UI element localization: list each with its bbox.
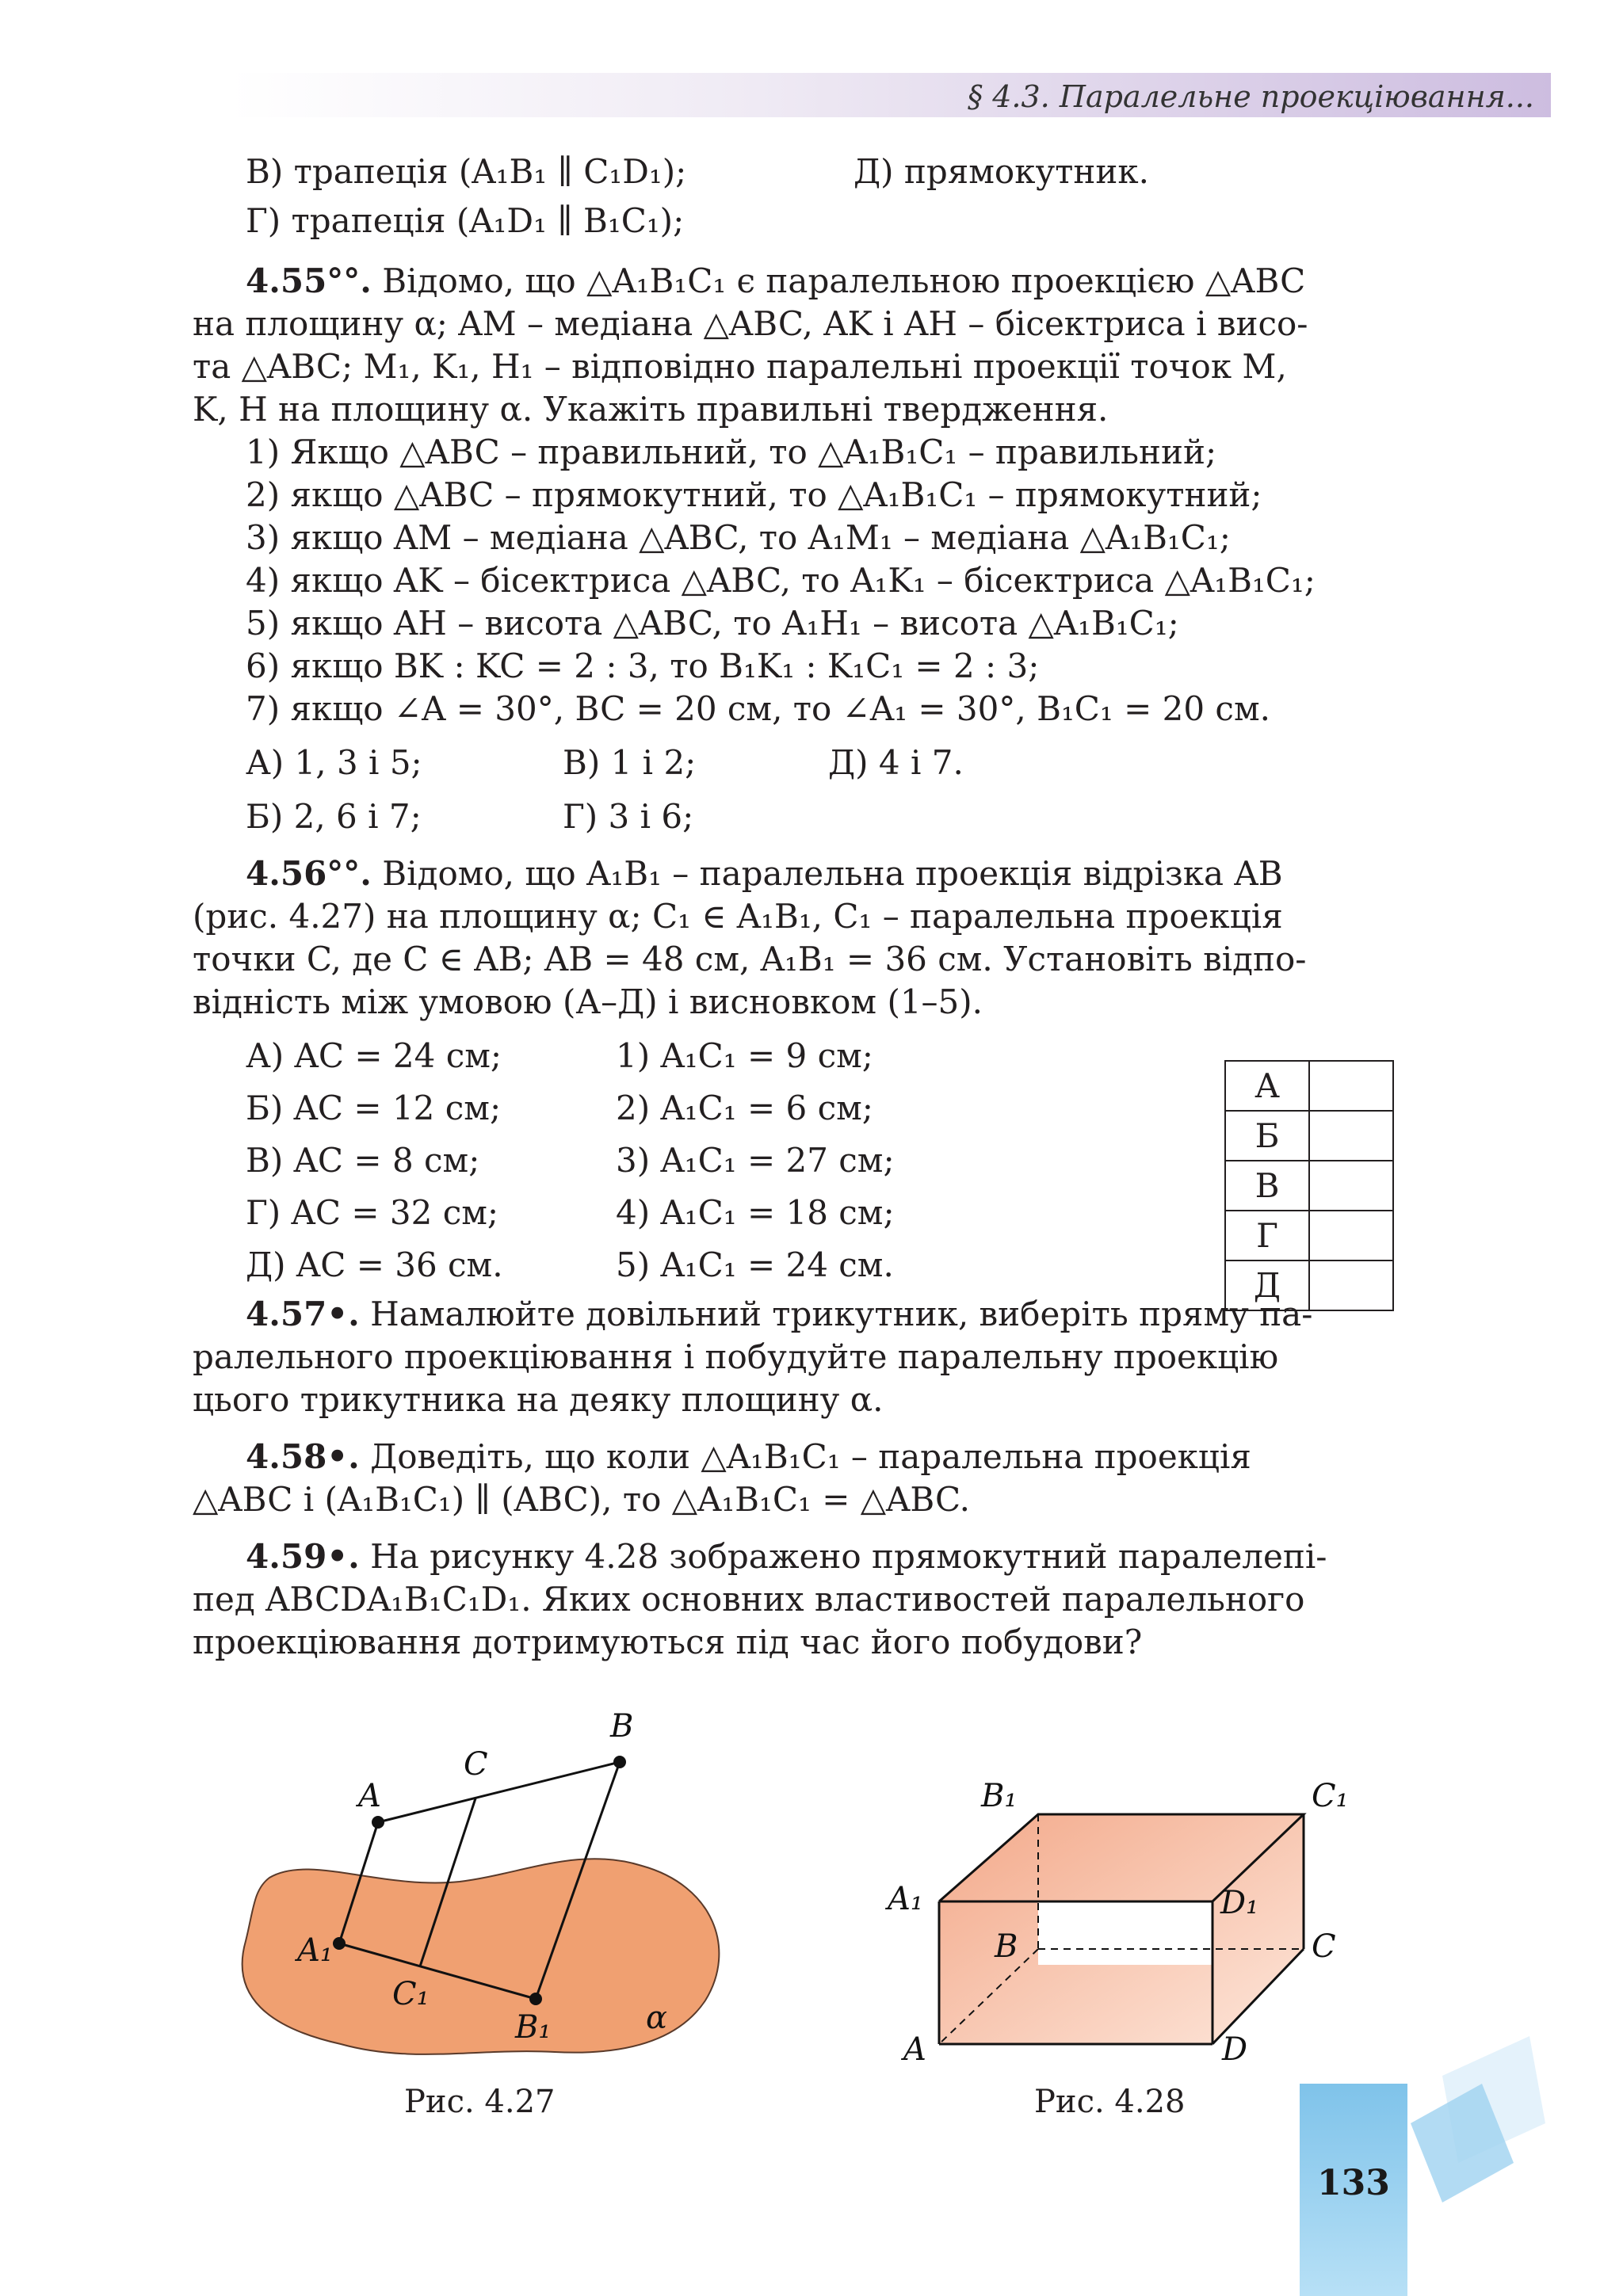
problem-line: △ABC і (A₁B₁C₁) ∥ (ABC), то △A₁B₁C₁ = △ABC. — [193, 1480, 971, 1519]
figure-4-28 — [880, 1759, 1355, 2076]
prev-option-d: Д) прямокутник. — [854, 152, 1149, 191]
statement: 1) Якщо △ABC – правильний, то △A₁B₁C₁ – правильний; — [246, 433, 1217, 471]
answer-cell[interactable] — [1309, 1211, 1393, 1261]
problem-text: Намалюйте довільний трикутник, виберіть пряму па- — [370, 1295, 1313, 1333]
point-a1 — [333, 1937, 346, 1950]
problem-number: 4.57•. — [246, 1295, 360, 1333]
problem-line: (рис. 4.27) на площину α; C₁ ∈ A₁B₁, C₁ – паралельна проекція — [193, 897, 1283, 936]
segment-ab — [378, 1762, 620, 1822]
label-a1: A₁ — [297, 1932, 333, 1969]
label-d: D — [1222, 2031, 1248, 2068]
label-a: A — [903, 2031, 926, 2068]
option-d: Д) 4 і 7. — [828, 743, 964, 782]
problem-number: 4.56°°. — [246, 854, 372, 893]
point-b — [613, 1756, 626, 1768]
answer-letter: В — [1225, 1161, 1309, 1211]
statement: 2) якщо △ABC – прямокутний, то △A₁B₁C₁ – прямокутний; — [246, 475, 1262, 514]
label-d1: D₁ — [1220, 1885, 1259, 1921]
match-row — [193, 1082, 1399, 1135]
answer-cell[interactable] — [1309, 1061, 1393, 1111]
answer-letter: Б — [1225, 1111, 1309, 1161]
page-number: 133 — [1317, 2163, 1390, 2203]
label-c1: C₁ — [392, 1976, 430, 2012]
problem-line — [193, 852, 1399, 895]
answer-table-row — [1225, 1211, 1393, 1261]
problem-line — [193, 1535, 1399, 1578]
conclusion: 5) A₁C₁ = 24 см. — [616, 1245, 894, 1284]
problem-4-56 — [193, 852, 1399, 1291]
condition: А) AC = 24 см; — [246, 1036, 502, 1075]
point-a — [372, 1816, 384, 1829]
problem-line — [193, 260, 1399, 303]
problem-text: На рисунку 4.28 зображено прямокутний паралелепі- — [370, 1537, 1327, 1576]
page-content — [193, 151, 1399, 1664]
problem-line: K, H на площину α. Укажіть правильні твердження. — [193, 390, 1109, 429]
problem-line: пед ABCDA₁B₁C₁D₁. Яких основних властивостей паралельного — [193, 1580, 1305, 1619]
section-header: § 4.3. Паралельне проекціювання... — [968, 79, 1534, 114]
answer-cell[interactable] — [1309, 1111, 1393, 1161]
match-row — [193, 1135, 1399, 1187]
statement: 6) якщо BK : KC = 2 : 3, то B₁K₁ : K₁C₁ = 2 : 3; — [246, 646, 1040, 685]
label-alpha: α — [646, 2000, 668, 2036]
figure-caption-4-28: Рис. 4.28 — [1034, 2084, 1186, 2120]
answer-table — [1224, 1060, 1394, 1311]
label-a1: A₁ — [888, 1881, 923, 1917]
statement: 5) якщо AH – висота △ABC, то A₁H₁ – висота △A₁B₁C₁; — [246, 604, 1179, 643]
corner-decoration — [1395, 2028, 1553, 2210]
problem-line: ралельного проекціювання і побудуйте паралельну проекцію — [193, 1337, 1279, 1376]
answer-table-row — [1225, 1111, 1393, 1161]
problem-line: проекціювання дотримуються під час його побудови? — [193, 1623, 1143, 1661]
problem-text: Відомо, що A₁B₁ – паралельна проекція відрізка AB — [382, 854, 1283, 893]
problem-text: Доведіть, що коли △A₁B₁C₁ – паралельна проекція — [370, 1437, 1251, 1476]
prev-options-row — [193, 151, 1399, 193]
problem-4-55 — [193, 260, 1399, 838]
condition: Г) AC = 32 см; — [246, 1193, 499, 1232]
statement: 3) якщо AM – медіана △ABC, то A₁M₁ – медіана △A₁B₁C₁; — [246, 518, 1231, 557]
condition: В) AC = 8 см; — [246, 1141, 480, 1180]
option-a: А) 1, 3 і 5; — [246, 743, 422, 782]
statement: 4) якщо AK – бісектриса △ABC, то A₁K₁ – бісектриса △A₁B₁C₁; — [246, 561, 1316, 600]
label-c: C — [464, 1746, 488, 1783]
option-b: Б) 2, 6 і 7; — [246, 797, 422, 836]
problem-line: та △ABC; M₁, K₁, H₁ – відповідно паралельні проекції точок M, — [193, 347, 1287, 386]
label-a: A — [358, 1778, 381, 1814]
match-row — [193, 1239, 1399, 1291]
answer-letter: А — [1225, 1061, 1309, 1111]
problem-number: 4.55°°. — [246, 261, 372, 300]
label-b1: B₁ — [981, 1778, 1018, 1814]
problem-line — [193, 1436, 1399, 1478]
problem-line: точки C, де C ∈ AB; AB = 48 см, A₁B₁ = 36 см. Установіть відпо- — [193, 940, 1307, 978]
label-c1: C₁ — [1312, 1778, 1349, 1814]
answer-cell[interactable] — [1309, 1261, 1393, 1310]
answer-letter: Г — [1225, 1211, 1309, 1261]
figure-caption-4-27: Рис. 4.27 — [404, 2084, 556, 2120]
figure-4-27 — [222, 1695, 745, 2092]
answer-table-row — [1225, 1161, 1393, 1211]
problem-number: 4.59•. — [246, 1537, 360, 1576]
label-b: B — [610, 1708, 634, 1745]
problem-text: Відомо, що △A₁B₁C₁ є паралельною проекцією △ABC — [382, 261, 1306, 300]
conclusion: 1) A₁C₁ = 9 см; — [616, 1036, 873, 1075]
label-b1: B₁ — [515, 2009, 552, 2046]
box-window — [1038, 1901, 1212, 1965]
match-row — [193, 1187, 1399, 1239]
answer-cell[interactable] — [1309, 1161, 1393, 1211]
statement: 7) якщо ∠A = 30°, BC = 20 см, то ∠A₁ = 30°, B₁C₁ = 20 см. — [246, 689, 1270, 728]
answer-table-row — [1225, 1261, 1393, 1310]
answer-options-row — [193, 795, 1399, 838]
label-c: C — [1312, 1928, 1336, 1965]
answer-letter: Д — [1225, 1261, 1309, 1310]
option-g: Г) 3 і 6; — [563, 797, 694, 836]
label-b: B — [995, 1928, 1018, 1965]
problem-line — [193, 1293, 1399, 1336]
problem-4-57 — [193, 1293, 1399, 1421]
conclusion: 3) A₁C₁ = 27 см; — [616, 1141, 895, 1180]
conclusion: 2) A₁C₁ = 6 см; — [616, 1089, 873, 1127]
condition: Б) AC = 12 см; — [246, 1089, 502, 1127]
problem-4-58 — [193, 1436, 1399, 1521]
match-row — [193, 1030, 1399, 1082]
answer-options-row — [193, 742, 1399, 784]
answer-table-row — [1225, 1061, 1393, 1111]
problem-number: 4.58•. — [246, 1437, 360, 1476]
problem-line: на площину α; AM – медіана △ABC, AK і AH – бісектриса і висо- — [193, 304, 1308, 343]
point-b1 — [529, 1993, 542, 2005]
conclusion: 4) A₁C₁ = 18 см; — [616, 1193, 895, 1232]
option-v: В) 1 і 2; — [563, 743, 697, 782]
prev-option-v: В) трапеція (A₁B₁ ∥ C₁D₁); — [246, 152, 687, 191]
prev-option-g: Г) трапеція (A₁D₁ ∥ B₁C₁); — [246, 201, 685, 240]
problem-4-59 — [193, 1535, 1399, 1664]
problem-line: цього трикутника на деяку площину α. — [193, 1380, 884, 1419]
problem-line: відність між умовою (А–Д) і висновком (1–5). — [193, 982, 983, 1021]
condition: Д) AC = 36 см. — [246, 1245, 503, 1284]
